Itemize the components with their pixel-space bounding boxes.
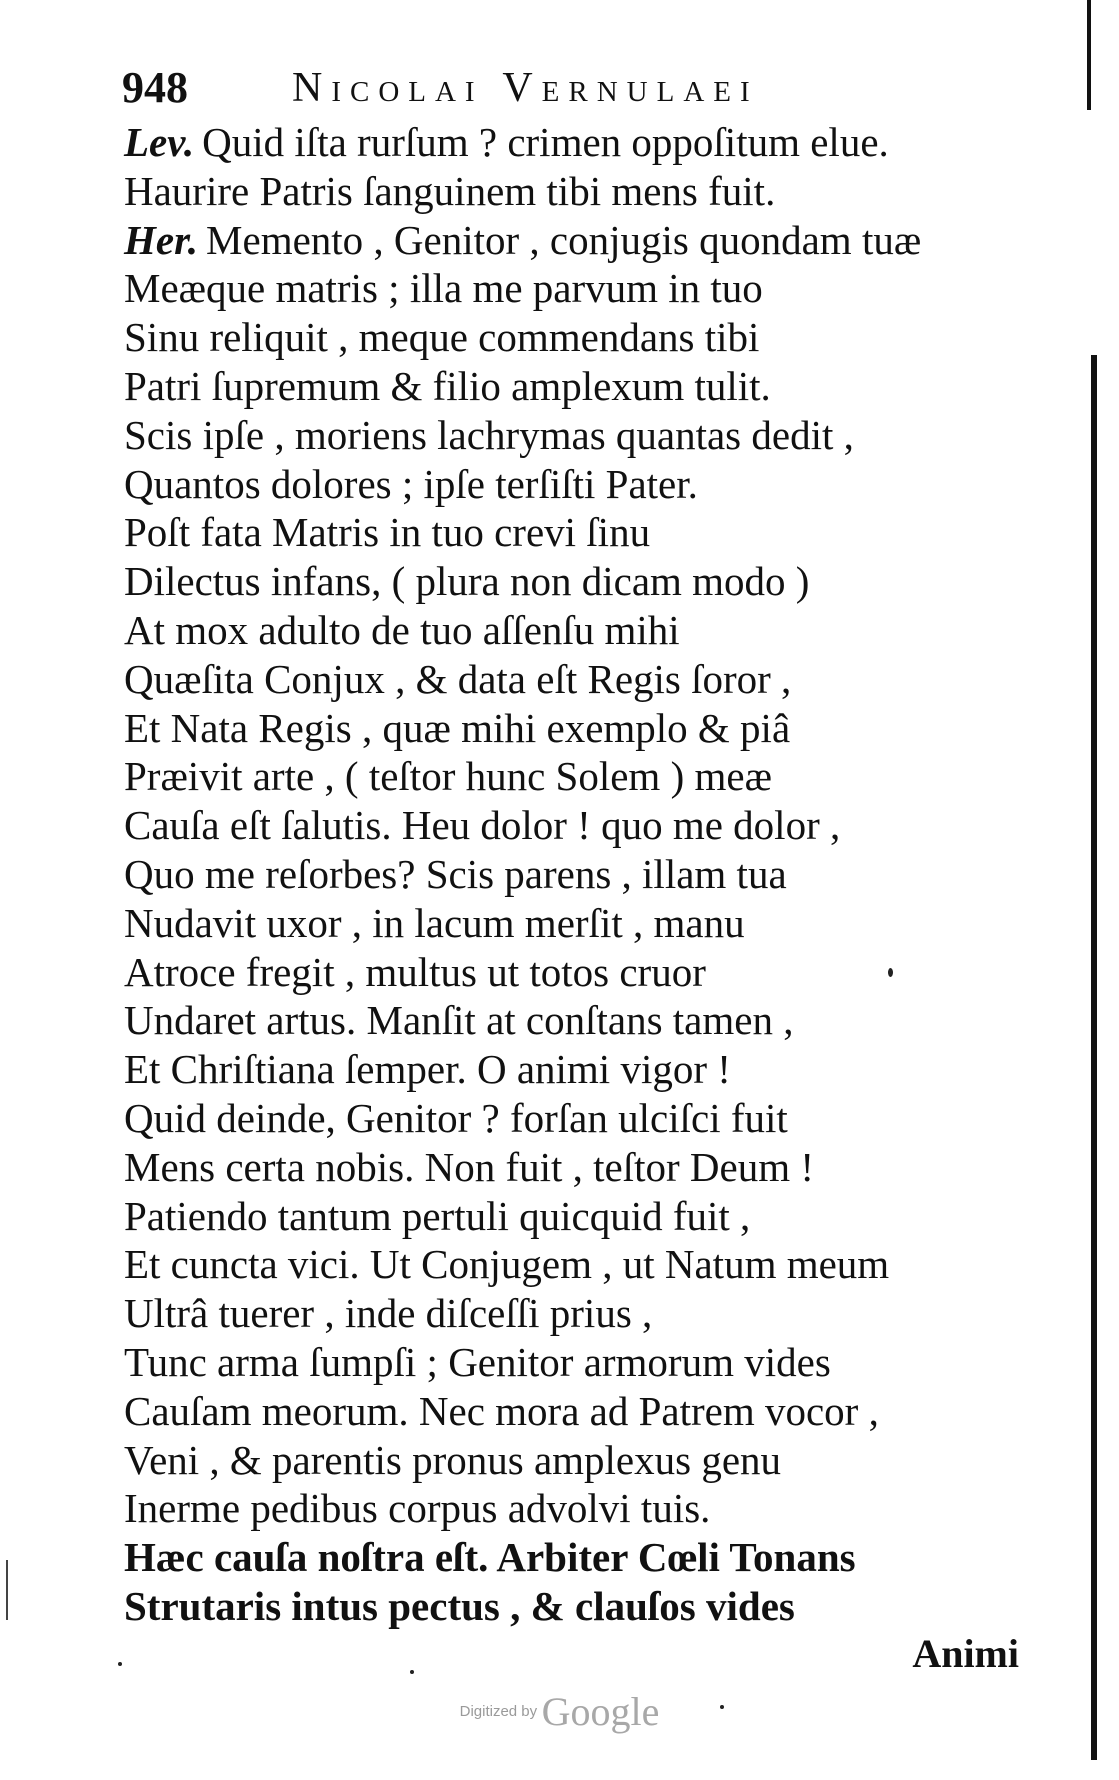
verse-line-text: Quid deinde, Genitor ? forſan ulciſci fuit bbox=[124, 1094, 788, 1141]
page-number: 948 bbox=[122, 63, 188, 112]
speaker-label: Lev. bbox=[124, 119, 195, 165]
verse-line bbox=[124, 313, 1024, 362]
verse-line bbox=[124, 1240, 1024, 1289]
verse-line-text: Tunc arma ſumpſi ; Genitor armorum vides bbox=[124, 1338, 831, 1385]
watermark-prefix: Digitized by bbox=[459, 1703, 538, 1720]
verse-line bbox=[124, 118, 1024, 167]
running-title: Nicolai Vernulaei bbox=[292, 65, 759, 111]
verse-line bbox=[124, 1192, 1024, 1241]
verse-line bbox=[124, 1533, 1024, 1582]
verse-line bbox=[124, 1143, 1024, 1192]
verse-line bbox=[124, 899, 1024, 948]
verse-line-text: Strutaris intus pectus , & clauſos vides bbox=[124, 1582, 795, 1629]
google-logo: Google bbox=[541, 1689, 660, 1734]
verse-line-text: Haurire Patris ſanguinem tibi mens fuit. bbox=[124, 167, 776, 214]
verse-line-text: Præivit arte , ( teſtor hunc Solem ) meæ bbox=[124, 753, 772, 800]
ink-speck bbox=[410, 1670, 414, 1674]
verse-line-text: Mens certa nobis. Non fuit , teſtor Deum ! bbox=[124, 1143, 815, 1190]
verse-line bbox=[124, 850, 1024, 899]
verse-line-text: Cauſa eſt ſalutis. Heu dolor ! quo me dolor , bbox=[124, 802, 841, 849]
verse-line-text: Patri ſupremum & filio amplexum tulit. bbox=[124, 362, 771, 409]
verse-line bbox=[124, 948, 1024, 997]
verse-line bbox=[124, 460, 1024, 509]
verse-line bbox=[124, 1436, 1024, 1485]
verse-line-text: Scis ipſe , moriens lachrymas quantas dedit , bbox=[124, 411, 854, 458]
verse-line bbox=[124, 216, 1024, 265]
verse-line bbox=[124, 606, 1024, 655]
verse-line bbox=[124, 1338, 1024, 1387]
verse-line-text: Poſt fata Matris in tuo crevi ſinu bbox=[124, 509, 651, 556]
verse-line-text: Quo me reſorbes? Scis parens , illam tua bbox=[124, 850, 787, 897]
verse-line-text: Dilectus infans, ( plura non dicam modo ) bbox=[124, 558, 810, 605]
ink-speck bbox=[118, 1662, 122, 1666]
scan-edge-mark bbox=[6, 1560, 8, 1620]
verse-line-text: Inerme pedibus corpus advolvi tuis. bbox=[124, 1485, 711, 1532]
verse-line-text: At mox adulto de tuo aſſenſu mihi bbox=[124, 606, 680, 653]
verse-line bbox=[124, 704, 1024, 753]
verse-text bbox=[124, 118, 1024, 1631]
verse-line-text: Veni , & parentis pronus amplexus genu bbox=[124, 1436, 782, 1483]
scan-edge-mark bbox=[1087, 0, 1091, 110]
verse-line-text: Et cuncta vici. Ut Conjugem , ut Natum meum bbox=[124, 1241, 890, 1288]
verse-line-text: Memento , Genitor , conjugis quondam tuæ bbox=[206, 216, 922, 263]
verse-line bbox=[124, 557, 1024, 606]
verse-line-text: Atroce fregit , multus ut totos cruor bbox=[124, 948, 706, 995]
verse-line-text: Cauſam meorum. Nec mora ad Patrem vocor , bbox=[124, 1387, 879, 1434]
verse-line-text: Quæſita Conjux , & data eſt Regis ſoror , bbox=[124, 655, 792, 702]
verse-line bbox=[124, 801, 1024, 850]
verse-line bbox=[124, 508, 1024, 557]
verse-line-text: Quid iſta rurſum ? crimen oppoſitum elue. bbox=[202, 119, 889, 165]
verse-line bbox=[124, 1289, 1024, 1338]
verse-line bbox=[124, 1387, 1024, 1436]
digitization-watermark bbox=[0, 1688, 1119, 1735]
verse-line-text: Undaret artus. Manſit at conſtans tamen , bbox=[124, 997, 794, 1044]
verse-line bbox=[124, 655, 1024, 704]
speaker-label: Her. bbox=[124, 216, 199, 263]
verse-line-text: Et Nata Regis , quæ mihi exemplo & piâ bbox=[124, 704, 791, 751]
running-head bbox=[122, 58, 882, 118]
verse-line-text: Quantos dolores ; ipſe terſiſti Pater. bbox=[124, 460, 698, 507]
verse-line bbox=[124, 264, 1024, 313]
verse-line-text: Hæc cauſa noſtra eſt. Arbiter Cœli Tonans bbox=[124, 1534, 856, 1581]
verse-line bbox=[124, 411, 1024, 460]
verse-line bbox=[124, 1094, 1024, 1143]
verse-line-text: Et Chriſtiana ſemper. O animi vigor ! bbox=[124, 1046, 731, 1093]
scan-edge-mark bbox=[1091, 355, 1097, 1760]
verse-line bbox=[124, 167, 1024, 216]
catchword: Animi bbox=[912, 1631, 1019, 1676]
verse-line-text: Nudavit uxor , in lacum merſit , manu bbox=[124, 899, 745, 946]
verse-line bbox=[124, 1045, 1024, 1094]
verse-line bbox=[124, 752, 1024, 801]
verse-line bbox=[124, 1582, 1024, 1631]
verse-line-text: Patiendo tantum pertuli quicquid fuit , bbox=[124, 1192, 751, 1239]
verse-line bbox=[124, 996, 1024, 1045]
verse-line-text: Ultrâ tuerer , inde diſceſſi prius , bbox=[124, 1290, 653, 1337]
verse-line-text: Meæque matris ; illa me parvum in tuo bbox=[124, 265, 763, 312]
verse-line bbox=[124, 1484, 1024, 1533]
verse-line-text: Sinu reliquit , meque commendans tibi bbox=[124, 314, 760, 361]
verse-line bbox=[124, 362, 1024, 411]
